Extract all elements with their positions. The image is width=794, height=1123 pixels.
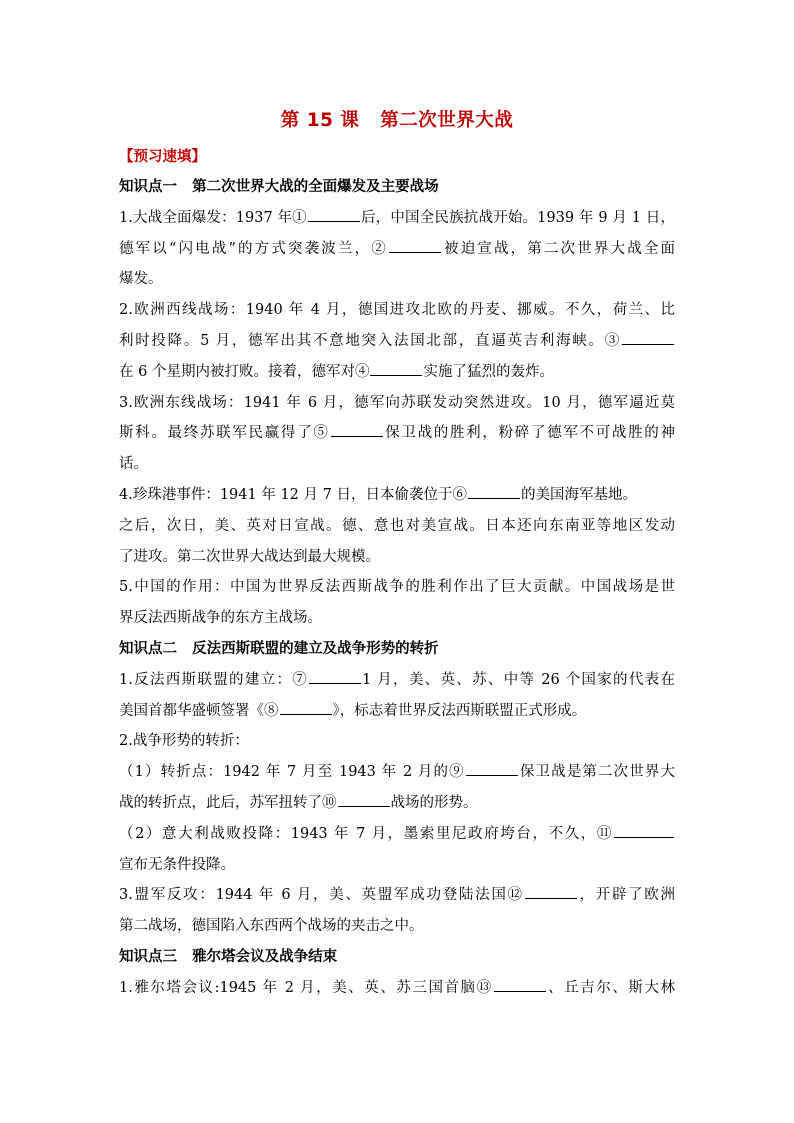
- text-line: 1.大战全面爆发：1937 年① 后，中国全民族抗战开始。1939 年 9 月 1 日，: [119, 203, 675, 234]
- text-line: 美国首都华盛顿签署《⑧ 》，标志着世界反法西斯联盟正式形成。: [119, 696, 675, 727]
- fill-blank-2[interactable]: [389, 237, 441, 253]
- text-line: 斯科。最终苏联军民赢得了⑤ 保卫战的胜利，粉碎了德军不可战胜的神: [119, 418, 675, 449]
- fill-blank-11[interactable]: [614, 822, 674, 838]
- text-line: 宣布无条件投降。: [119, 856, 235, 873]
- text-line: 德军以“闪电战”的方式突袭波兰，② 被迫宣战，第二次世界大战全面: [119, 234, 675, 265]
- fill-blank-3[interactable]: [622, 329, 674, 345]
- fill-blank-6[interactable]: [468, 483, 520, 499]
- document-content: [119, 172, 675, 1004]
- preview-label: 【预习速填】: [119, 149, 206, 165]
- text-line: 2.战争形势的转折：: [119, 733, 249, 750]
- text-line: （1）转折点：1942 年 7 月至 1943 年 2 月的⑨ 保卫战是第二次世界大: [119, 757, 675, 788]
- text-line: 了进攻。第二次世界大战达到最大规模。: [119, 548, 380, 565]
- fill-blank-4[interactable]: [370, 360, 422, 376]
- fill-blank-12[interactable]: [525, 883, 577, 899]
- section-heading-3: 知识点三 雅尔塔会议及战争结束: [119, 948, 338, 965]
- text-line: （2）意大利战败投降：1943 年 7 月，墨索里尼政府垮台，不久，⑪: [119, 819, 675, 850]
- text-line: 4.珍珠港事件：1941 年 12 月 7 日，日本偷袭位于⑥ 的美国海军基地。: [119, 480, 675, 511]
- fill-blank-8[interactable]: [280, 699, 332, 715]
- text-line: 爆发。: [119, 271, 163, 288]
- fill-blank-9[interactable]: [466, 760, 518, 776]
- text-line: 第二战场，德国陷入东西两个战场的夹击之中。: [119, 918, 424, 935]
- text-line: 3.盟军反攻：1944 年 6 月，美、英盟军成功登陆法国⑫ ，开辟了欧洲: [119, 880, 675, 911]
- fill-blank-1[interactable]: [308, 206, 360, 222]
- text-line: 利时投降。5 月，德军出其不意地突入法国北部，直逼英吉利海峡。③: [119, 326, 675, 357]
- text-line: 2.欧洲西线战场：1940 年 4 月，德国进攻北欧的丹麦、挪威。不久，荷兰、比: [119, 302, 675, 319]
- text-line: 战的转折点，此后，苏军扭转了⑩ 战场的形势。: [119, 788, 675, 819]
- text-line: 1.雅尔塔会议:1945 年 2 月，美、英、苏三国首脑⑬ 、丘吉尔、斯大林: [119, 973, 675, 1004]
- text-line: 5.中国的作用：中国为世界反法西斯战争的胜利作出了巨大贡献。中国战场是世: [119, 579, 675, 596]
- text-line: 界反法西斯战争的东方主战场。: [119, 610, 322, 627]
- text-line: 1.反法西斯联盟的建立：⑦ 1 月，美、英、苏、中等 26 个国家的代表在: [119, 665, 675, 696]
- fill-blank-10[interactable]: [338, 791, 390, 807]
- text-line: 在 6 个星期内被打败。接着，德军对④ 实施了猛烈的轰炸。: [119, 357, 675, 388]
- text-line: 之后，次日，美、英对日宣战。德、意也对美宣战。日本还向东南亚等地区发动: [119, 517, 675, 534]
- section-heading-2: 知识点二 反法西斯联盟的建立及战争形势的转折: [119, 640, 439, 657]
- lesson-title: 第 15 课 第二次世界大战: [280, 110, 514, 131]
- section-heading-1: 知识点一 第二次世界大战的全面爆发及主要战场: [119, 179, 439, 195]
- fill-blank-13[interactable]: [494, 976, 546, 992]
- fill-blank-5[interactable]: [331, 421, 383, 437]
- text-line: 话。: [119, 456, 148, 473]
- text-line: 3.欧洲东线战场：1941 年 6 月，德军向苏联发动突然进攻。10 月，德军逼近莫: [119, 394, 675, 411]
- fill-blank-7[interactable]: [309, 668, 361, 684]
